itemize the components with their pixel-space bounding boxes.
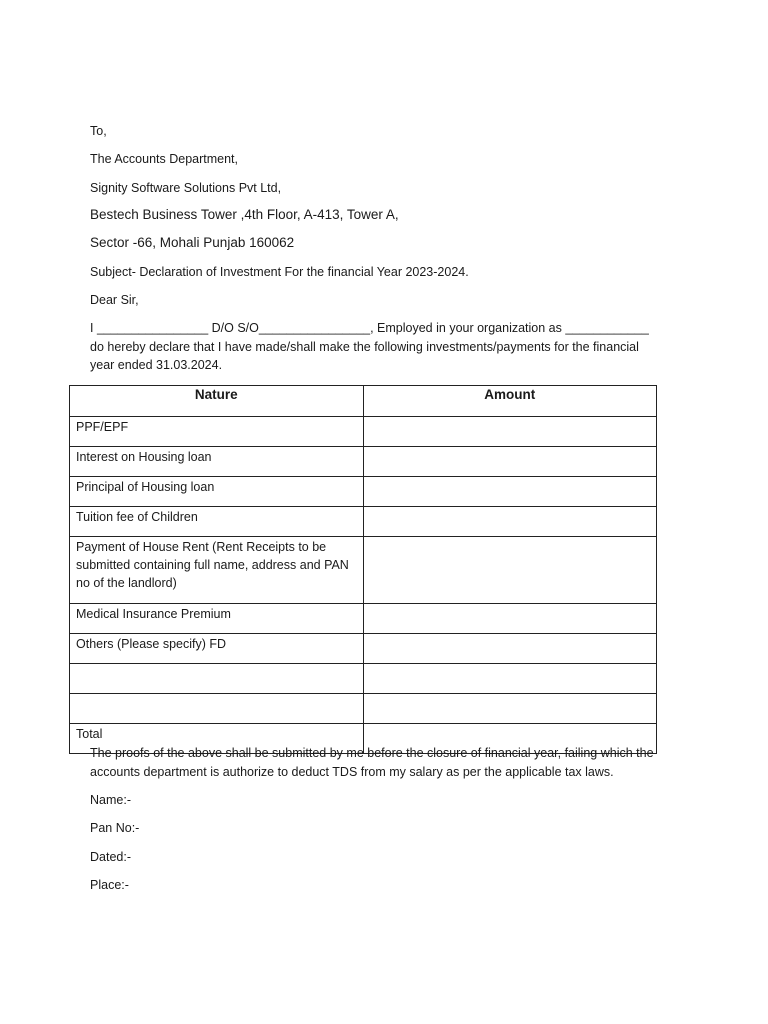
table-row — [70, 417, 657, 447]
closing-line-2: accounts department is authorize to deduct TDS from my salary as per the applicable tax laws. — [90, 765, 614, 779]
amount-cell[interactable] — [363, 507, 657, 537]
header-amount: Amount — [363, 386, 657, 417]
nature-cell: Tuition fee of Children — [70, 507, 364, 537]
address-to: To, — [90, 124, 107, 138]
amount-cell[interactable] — [363, 694, 657, 724]
investment-table — [69, 385, 657, 754]
closing-line-1: The proofs of the above shall be submitted by me before the closure of financial year, failing which the — [90, 746, 654, 760]
total-label: Total — [70, 724, 364, 754]
nature-cell: Payment of House Rent (Rent Receipts to be submitted containing full name, address and PAN no of the landlord) — [70, 537, 364, 604]
declaration-line-2: do hereby declare that I have made/shall make the following investments/payments for the financial — [90, 340, 639, 354]
nature-cell: PPF/EPF — [70, 417, 364, 447]
header-nature: Nature — [70, 386, 364, 417]
amount-cell[interactable] — [363, 447, 657, 477]
table-row — [70, 664, 657, 694]
table-row — [70, 537, 657, 604]
table-row — [70, 634, 657, 664]
address-company: Signity Software Solutions Pvt Ltd, — [90, 181, 282, 195]
amount-cell[interactable] — [363, 634, 657, 664]
declaration-line-3: year ended 31.03.2024. — [90, 358, 223, 372]
amount-cell[interactable] — [363, 537, 657, 604]
nature-cell: Principal of Housing loan — [70, 477, 364, 507]
amount-cell[interactable] — [363, 417, 657, 447]
nature-cell: Interest on Housing loan — [70, 447, 364, 477]
nature-cell: Medical Insurance Premium — [70, 604, 364, 634]
nature-cell[interactable] — [70, 694, 364, 724]
dated-field-label: Dated:- — [90, 850, 131, 864]
amount-cell[interactable] — [363, 664, 657, 694]
table-row — [70, 477, 657, 507]
pan-field-label: Pan No:- — [90, 821, 140, 835]
nature-cell: Others (Please specify) FD — [70, 634, 364, 664]
salutation: Dear Sir, — [90, 293, 139, 307]
table-row — [70, 694, 657, 724]
amount-cell[interactable] — [363, 477, 657, 507]
table-row — [70, 507, 657, 537]
address-building: Bestech Business Tower ,4th Floor, A-413, Tower A, — [90, 207, 399, 222]
table-row — [70, 447, 657, 477]
table-row — [70, 604, 657, 634]
nature-cell[interactable] — [70, 664, 364, 694]
declaration-line-1: I ________________ D/O S/O________________, Employed in your organization as ____________ — [90, 321, 649, 335]
address-city: Sector -66, Mohali Punjab 160062 — [90, 235, 295, 250]
amount-cell[interactable] — [363, 604, 657, 634]
name-field-label: Name:- — [90, 793, 131, 807]
address-department: The Accounts Department, — [90, 152, 238, 166]
subject-line: Subject- Declaration of Investment For the financial Year 2023-2024. — [90, 265, 469, 279]
place-field-label: Place:- — [90, 878, 129, 892]
